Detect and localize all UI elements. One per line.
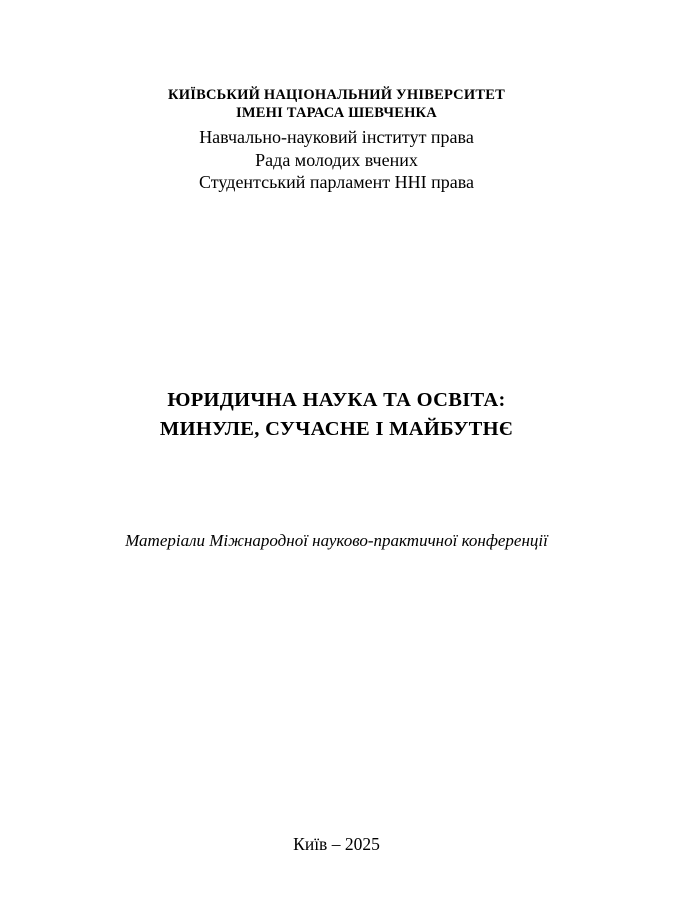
- university-name-line2: ІМЕНІ ТАРАСА ШЕВЧЕНКА: [236, 105, 437, 121]
- conference-title-line2: МИНУЛЕ, СУЧАСНЕ І МАЙБУТНЄ: [159, 418, 514, 440]
- young-scientists-council: Рада молодих вчених: [255, 149, 418, 170]
- conference-title: [0, 386, 673, 444]
- university-name-line1: КИЇВСЬКИЙ НАЦІОНАЛЬНИЙ УНІВЕРСИТЕТ: [168, 87, 505, 103]
- conference-title-line1: ЮРИДИЧНА НАУКА ТА ОСВІТА:: [167, 389, 506, 411]
- student-parliament: Студентський парламент ННІ права: [199, 172, 474, 192]
- organization-header: [0, 86, 673, 194]
- institute-name: Навчально-науковий інститут права: [199, 127, 474, 147]
- imprint-city-year: Київ – 2025: [293, 834, 380, 854]
- conference-subtitle: Матеріали Міжнародної науково-практичної конференції: [125, 531, 548, 550]
